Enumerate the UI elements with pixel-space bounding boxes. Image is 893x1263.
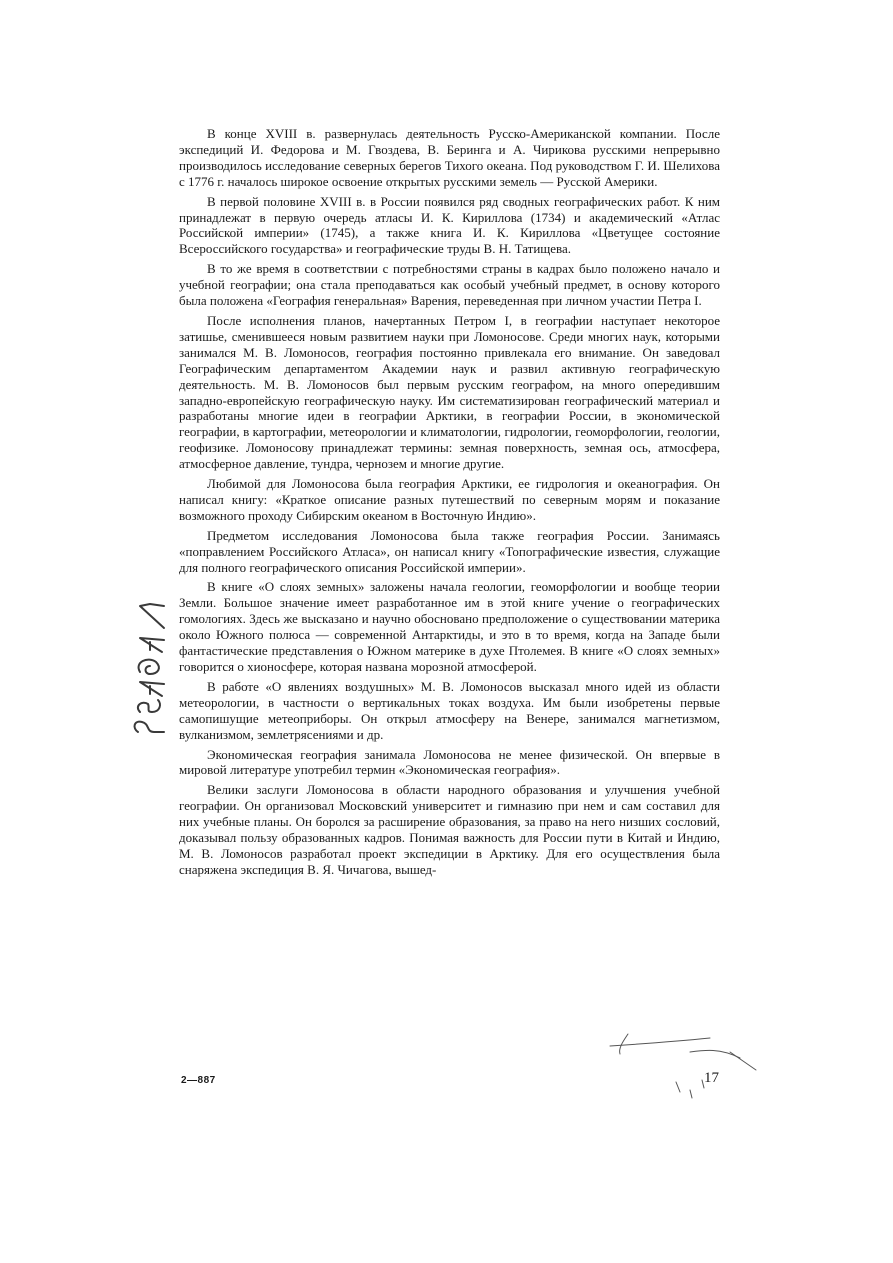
handwritten-inventory-number	[128, 600, 174, 735]
paragraph: Экономическая география занимала Ломоносова не менее физической. Он впервые в мировой литературе употребил термин «Экономическая география».	[179, 746, 720, 778]
handwritten-number-drawing	[128, 600, 174, 735]
paragraph: Любимой для Ломоносова была география Арктики, ее гидрология и океанография. Он написал книгу: «Краткое описание разных путешествий по северным морям и показание возможного проходу Сибирским океаном в Восточную Индию».	[179, 476, 720, 523]
body-text	[179, 126, 720, 882]
paragraph: После исполнения планов, начертанных Петром I, в географии наступает некоторое затишье, сменившееся новым развитием науки при Ломоносове. Среди многих наук, которыми занимался М. В. Ломоносов, география постоянно привлекала его внимание. Он заведовал Географическим департаментом Академии наук и развил активную географическую деятельность. М. В. Ломоносов был первым русским географом, на много опередившим западно-европейскую географическую науку. Им систематизирован географический материал и разработаны многие идеи в географии Арктики, в географии России, в экономической географии, в картографии, метеорологии и климатологии, гидрологии, геоморфологии, геологии, геофизике. Ломоносову принадлежат термины: земная поверхность, земная ось, атмосфера, атмосферное давление, тундра, чернозем и многие другие.	[179, 312, 720, 472]
paragraph: В то же время в соответствии с потребностями страны в кадрах было положено начало и учебной географии; она стала преподаваться как особый учебный предмет, в основу которого была положена «География генеральная» Варения, переведенная при личном участии Петра I.	[179, 261, 720, 309]
paragraph: Предметом исследования Ломоносова была также география России. Занимаясь «поправлением Российского Атласа», он написал книгу «Топографические известия, служащие для полного географического описания Российской империи».	[179, 527, 720, 575]
page-number: 17	[704, 1070, 719, 1086]
paragraph: В первой половине XVIII в. в России появился ряд сводных географических работ. К ним принадлежат в первую очередь атласы И. К. Кириллова (1734) и академический «Атлас Российской империи» (1745), а также книга И. К. Кириллова «Цветущее состояние Всероссийского государства» и географические труды В. Н. Татищева.	[179, 193, 720, 257]
paragraph: В книге «О слоях земных» заложены начала геологии, геоморфологии и вообще теории Земли. Большое значение имеет разработанное им в этой книге учение о географических гомологиях. Здесь же высказано и научно обосновано предположение о существовании материка около Южного полюса — современной Антарктиды, и это в то время, когда на Западе были фантастические представления о Южном материке в духе Птолемея. В книге «О слоях земных» говорится о хионосфере, которая названа морозной атмосферой.	[179, 579, 720, 674]
pen-scribble-drawing	[580, 1032, 760, 1112]
pen-scribble-mark	[580, 1032, 760, 1112]
paragraph: Велики заслуги Ломоносова в области народного образования и улучшения учебной географии. Он организовал Московский университет и гимназию при нем и сам составил для них учебные планы. Он боролся за расширение образования, за право на него низших сословий, доказывал пользу образованных кадров. Понимая важность для России пути в Китай и Индию, М. В. Ломоносов разработал проект экспедиции в Арктику. Для его осуществления была снаряжена экспедиция В. Я. Чичагова, вышед-	[179, 782, 720, 877]
paragraph: В конце XVIII в. развернулась деятельность Русско-Американской компании. После экспедиций И. Федорова и М. Гвоздева, В. Беринга и А. Чирикова русскими непрерывно производилось исследование северных берегов Тихого океана. Под руководством Г. И. Шелихова с 1776 г. началось широкое освоение открытых русскими земель — Русской Америки.	[179, 126, 720, 189]
paragraph: В работе «О явлениях воздушных» М. В. Ломоносов высказал много идей из области метеорологии, в частности о вертикальных токах воздуха. Им были изобретены первые самопишущие метеоприборы. Он открыл атмосферу на Венере, занимался магнетизмом, вулканизмом, землетрясениями и др.	[179, 678, 720, 742]
printer-signature: 2—887	[181, 1075, 216, 1086]
